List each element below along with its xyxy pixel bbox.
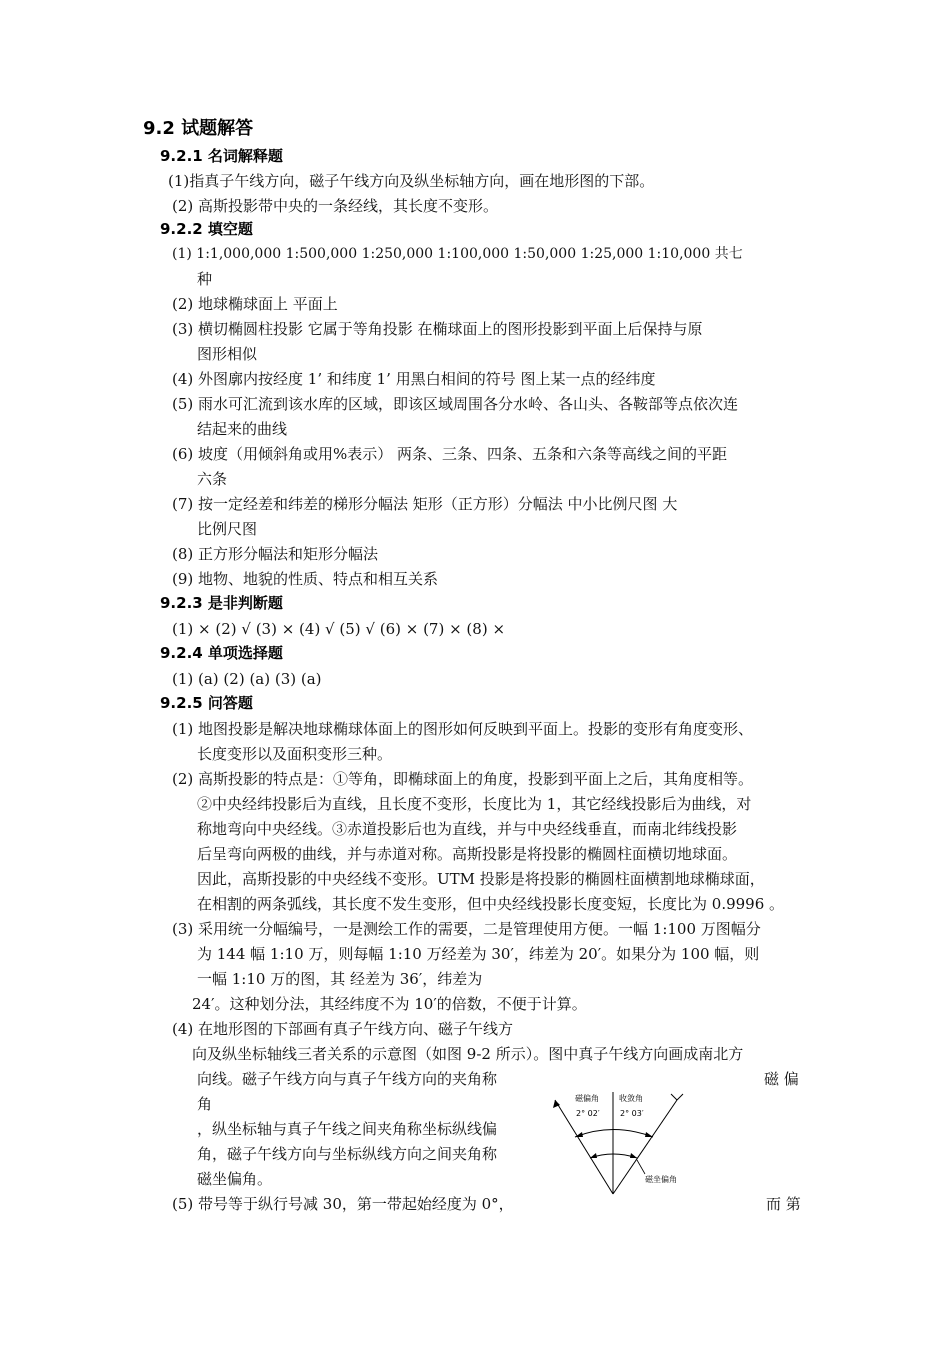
sub5-q1b: 长度变形以及面积变形三种。 bbox=[197, 745, 393, 763]
sub5-q4f: 角，磁子午线方向与坐标纵线方向之间夹角称 bbox=[197, 1145, 498, 1163]
sub5-q3b: 为 144 幅 1:10 万，则每幅 1:10 万经差为 30′，纬差为 20′。如果分为 100 幅，则 bbox=[197, 945, 760, 963]
sub2-item-5a: (5) 雨水可汇流到该水库的区域，即该区域周围各分水岭、各山头、各鞍部等点依次连 bbox=[172, 395, 739, 413]
sub2-item-9: (9) 地物、地貌的性质、特点和相互关系 bbox=[172, 570, 439, 588]
grid-north-fork-icon bbox=[671, 1094, 677, 1100]
sub5-q2d: 后呈弯向两极的曲线，并与赤道对称。高斯投影是将投影的椭圆柱面横切地球面。 bbox=[197, 845, 738, 863]
sub2-item-7b: 比例尺图 bbox=[197, 520, 258, 538]
sub4-answers: (1) (a) (2) (a) (3) (a) bbox=[172, 670, 322, 688]
sub2-item-3a: (3) 横切椭圆柱投影 它属于等角投影 在椭球面上的图形投影到平面上后保持与原 bbox=[172, 320, 703, 338]
sub5-q4b: 向及纵坐标轴线三者关系的示意图（如图 9-2 所示）。图中真子午线方向画成南北方 bbox=[192, 1045, 744, 1063]
sub2-item-5b: 结起来的曲线 bbox=[197, 420, 288, 438]
sub5-q3a: (3) 采用统一分幅编号，一是测绘工作的需要，二是管理使用方便。一幅 1:100 万图幅分 bbox=[172, 920, 761, 938]
sub2-item-6a: (6) 坡度（用倾斜角或用%表示） 两条、三条、四条、五条和六条等高线之间的平距 bbox=[172, 445, 728, 463]
upper-angle-arc bbox=[575, 1130, 653, 1138]
sub5-q3c: 一幅 1:10 万的图，其 经差为 36′，纬差为 bbox=[197, 970, 483, 988]
sub5-q2f: 在相割的两条弧线，其长度不发生变形，但中央经线投影长度变短，长度比为 0.9996 。 bbox=[197, 895, 785, 913]
sub5-q4c: 向线。磁子午线方向与真子午线方向的夹角称 bbox=[197, 1070, 498, 1088]
sub5-q1a: (1) 地图投影是解决地球椭球体面上的图形如何反映到平面上。投影的变形有角度变形、 bbox=[172, 720, 754, 738]
sub2-item-3b: 图形相似 bbox=[197, 345, 258, 363]
magnetic-declination-value: 2° 02′ bbox=[576, 1109, 600, 1118]
sub1-item-1: (1)指真子午线方向，磁子午线方向及纵坐标轴方向，画在地形图的下部。 bbox=[168, 172, 655, 190]
sub5-q4a: (4) 在地形图的下部画有真子午线方向、磁子午线方 bbox=[172, 1020, 514, 1038]
sub2-item-2: (2) 地球椭球面上 平面上 bbox=[172, 295, 338, 313]
meridian-angle-diagram bbox=[545, 1088, 695, 1200]
convergence-angle-value: 2° 03′ bbox=[620, 1109, 644, 1118]
sub5-q4d: 角 bbox=[197, 1095, 213, 1113]
sub3-heading: 9.2.3 是非判断题 bbox=[160, 594, 283, 612]
sub2-item-1a: (1) 1:1,000,000 1:500,000 1:250,000 1:100,000 1:50,000 1:25,000 1:10,000 共七 bbox=[172, 246, 743, 262]
section-title: 9.2 试题解答 bbox=[143, 118, 254, 139]
sub5-q4g: 磁坐偏角。 bbox=[197, 1170, 273, 1188]
sub2-item-4: (4) 外图廓内按经度 1’ 和纬度 1’ 用黑白相间的符号 图上某一点的经纬度 bbox=[172, 370, 656, 388]
sub3-answers: (1) × (2) √ (3) × (4) √ (5) √ (6) × (7) × (8) × bbox=[172, 620, 506, 638]
sub2-heading: 9.2.2 填空题 bbox=[160, 220, 253, 238]
convergence-angle-label: 收敛角 bbox=[619, 1094, 643, 1103]
sub2-item-8: (8) 正方形分幅法和矩形分幅法 bbox=[172, 545, 379, 563]
magnetic-declination-label: 磁偏角 bbox=[575, 1094, 599, 1103]
sub5-q4c2: 磁 偏 bbox=[764, 1070, 799, 1088]
sub5-q4e: ，纵坐标轴与真子午线之间夹角称坐标纵线偏 bbox=[197, 1120, 498, 1138]
sub5-q5a: (5) 带号等于纵行号减 30，第一带起始经度为 0°， bbox=[172, 1195, 514, 1213]
sub1-item-2: (2) 高斯投影带中央的一条经线，其长度不变形。 bbox=[172, 197, 499, 215]
sub2-item-6b: 六条 bbox=[197, 470, 228, 488]
sub5-q5b: 而 第 bbox=[766, 1195, 801, 1213]
sub5-q2e: 因此，高斯投影的中央经线不变形。UTM 投影是将投影的椭圆柱面横割地球椭球面， bbox=[197, 870, 765, 888]
sub1-heading: 9.2.1 名词解释题 bbox=[160, 147, 283, 165]
sub5-q2a: (2) 高斯投影的特点是：①等角，即椭球面上的角度，投影到平面上之后，其角度相等。 bbox=[172, 770, 754, 788]
grid-magnetic-angle-label: 磁坐偏角 bbox=[645, 1175, 677, 1184]
sub4-heading: 9.2.4 单项选择题 bbox=[160, 644, 283, 662]
sub5-heading: 9.2.5 问答题 bbox=[160, 694, 253, 712]
sub5-q2c: 称地弯向中央经线。③赤道投影后也为直线，并与中央经线垂直，而南北纬线投影 bbox=[197, 820, 738, 838]
sub2-item-1b: 种 bbox=[197, 270, 213, 288]
sub5-q3d: 24′。这种划分法，其经纬度不为 10′的倍数，不便于计算。 bbox=[192, 995, 587, 1013]
sub2-item-7a: (7) 按一定经差和纬差的梯形分幅法 矩形（正方形）分幅法 中小比例尺图 大 bbox=[172, 495, 678, 513]
sub5-q2b: ②中央经纬投影后为直线，且长度不变形，长度比为 1，其它经线投影后为曲线，对 bbox=[197, 795, 752, 813]
